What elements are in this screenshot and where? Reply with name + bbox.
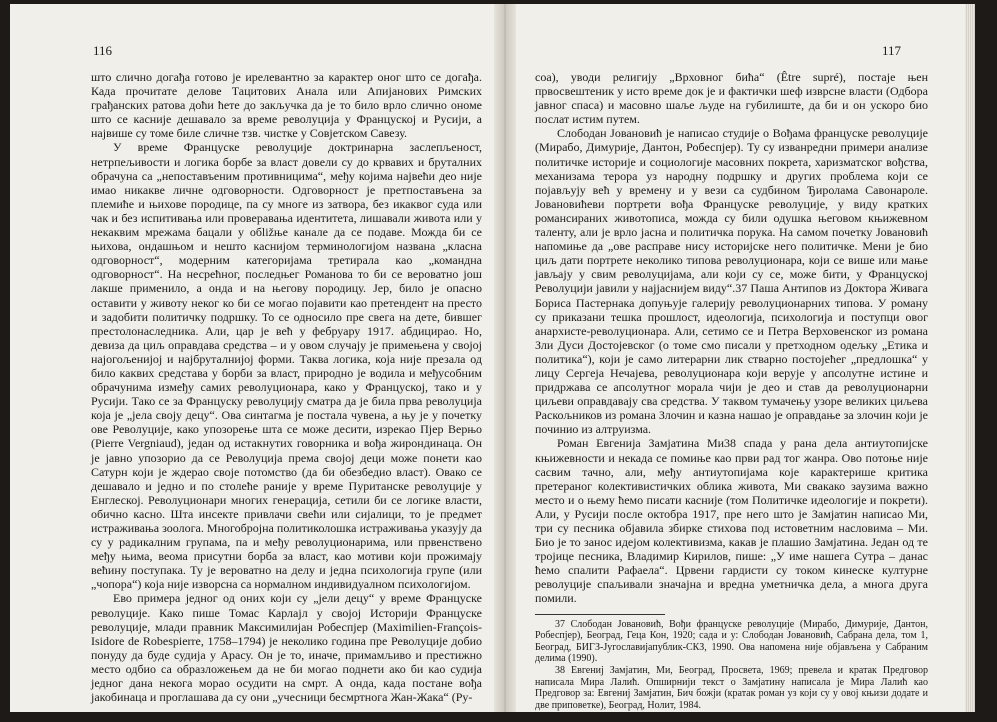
paragraph: што слично догађа готово је ирелевантно за карактер оног што се догађа. Када прочитате делове Тацитових Анала или Апијанових Римских грађанских ратова доћи ћете до закључка да је то било врло слично ономе што се касније дешавало за време револуција у Француској и Русији, а највише су томе биле сличне тзв. чистке у Совјетском Савезу.: [91, 70, 482, 141]
page-edges: [965, 4, 975, 712]
right-page: [516, 4, 965, 712]
body-text: [91, 70, 482, 704]
book-spread: [10, 4, 975, 712]
book-gutter: [494, 4, 516, 712]
body-text: [535, 70, 928, 711]
page-number: 116: [93, 43, 113, 58]
left-page: [10, 4, 494, 712]
footnotes: [535, 619, 928, 712]
paragraph: соа), уводи религију „Врховног бића“ (Être supré), постаје њен првосвештеник у исто време док је и фактички шеф изврсне власти (Одбора јавног спаса) и масовно шаље људе на губилиште, да би и он ускоро био послат истим путем.: [535, 70, 928, 127]
paragraph: У време Француске револуције доктринарна заслепљеност, нетрпељивости и логика борбе за власт довели су до крвавих и бруталних обрачуна са „непоставъеним противницима“, међу којима највећи део није имао никакве личне одговорности. Одговорност је претпоставъена за племиће и њихове породице, па су многе из затвора, без икаквог суда или чак и без испитивања или проверавања идентитета, лишавали живота или у некаквим мрежама бацали у обližње канале да се подаве. Можда би се њихова, ондашњом и нешто каснијом терминологијом названа „класна одговорност“, модерним категоријама третирала као „командна одговорност“. На несрећног, последњег Романова то би се вероватно још лакше применило, а онда и на његову породицу. Јер, било је опасно оставити у животу неког ко би се могао појавити као претендент на престо и задобити политичку подршку. То се односило пре свега на дете, бившег престолонаследника. Али, цар је већ у фебруару 1917. абдицирао. Но, девиза да циљ оправдава средства – и у овом случају је примењена у својој најогољенијој и најбруталнијој форми. Таква логика, која није презала од било каквих средстава у борби за власт, природно је водила и међусобним обрачунима између самих револуционара, како у Француској, тако и у Русији. Тако се за Француску револуцију сматра да је била прва револуција која је „јела своју децу“. Ова синтагма је постала чувена, а њу је у почетку ове Револуције, како упозорење шта се може десити, изрекао Пјер Верњо (Pierre Vergniaud), један од истакнутих говорника и вођа жирондинаца. Он је јавно упозорио да се Револуција према својој деци може понети као Сатурн који је ждерао своје потомство (да би обезбедио власт). Овако се дешавало и једно и по столеће раније у време Пуританске револуције у Енглеској. Револуционари многих генерација, сетили би се логике власти, обично касно. Шта инсекте привлачи свећи или сијалици, то је предмет истраживања зоолога. Многобројна политиколошка истраживања указују да су у радикалним групама, па и међу револуционарима, или првенствено међу њима, веома присутни борба за власт, као мотиви који прожимају већину поступака. Ту је вероватно на делу и једна психологија групе (или „чопора“) која није изворсна са нормалном индивидуалном психологијом.: [91, 140, 482, 592]
paragraph: Роман Евгенија Замјатина Ми38 спада у рана дела антиутопијске књижевности и некада се помиње као први рад тог жанра. Ово потоње није сасвим тачно, али, међу антиутопијама које карактерише критика претераног колективистичких облика живота, Ми свакако заузима важно место и о њему ћемо писати касније (том Политичке идеологије и покрети). Али, у Русији после октобра 1917, пре него што је Замјатин написао Ми, три су песника објавила збирке стихова под истоветним насловима – Ми. Био је то занос идејом колективизма, какав је плашио Замјатина. Један од те тројице песника, Владимир Кирилов, пише: „У име нашега Сутра – данас ћемо спалити Рафаела“. Црвени гардисти су током кинеске културне револуције спаљивали значајна и вредна уметничка дела, а многа друга помили.: [535, 436, 928, 606]
paragraph: Слободан Јовановић је написао студије о Вођама француске револуције (Мирабо, Димурије, Дантон, Робеспјер). Ту су изванредни примери анализе политичке историје и социологије масовних покрета, харизматског вођства, механизама терора уз народну подршку и других проблема који се појављују већ у времену и у вези са судбином Ђиролама Савонароле. Јовановићеви портрети вођа Француске револуције, у виду кратких романсираних животописа, можда су били одушка његовом књижевном таленту, али је врло јасна и политичка порука. На самом почетку Јовановић напомиње да „ове расправе нису историјске него политичке. Мени је био циљ дати портрете неколико типова револуционара, који се више или мање јављају у свим револуцијама, али који су се, може бити, у Француској Револуцији јавили у најјаснијем виду“.37 Паша Антипов из Доктора Живага Бориса Пастернака допуњује галерију револуционарних типова. У роману су приказани тешка прошлост, идеологија, психологија и поступци овог анархисте-револуционара. Али, сетимо се и Петра Верховенског из романа Зли Дуси Достојевског (о томе смо писали у претходном одељку „Етика и политика“), који је само литерарни лик стварно постојећег „предлошка“ у лицу Сергеја Нечајева, револуционара који верује у апсолутне истине и придржава се апсолутног морала чији је део и став да револуционарни циљеви оправдавају сва средства. У таквом тумачењу узоре великих циљева Раскољников из романа Злочин и казна нашао је оправдање за злочин који је починио из алтруизма.: [535, 126, 928, 437]
footnote: 38 Евгениј Замјатин, Ми, Београд, Просвета, 1969; превела и кратак Предговор написала Мира Лалић. Опширнији текст о Замјатину написала је Мира Лалић као Предговор за: Евгениј Замјатин, Бич божји (кратак роман уз који су у овој књизи додате и две приповетке), Београд, Нолит, 1984.: [535, 664, 928, 711]
paragraph: Ево примера једног од оних који су „јели децу“ у време Француске револуције. Како пише Томас Карлајл у својој Историји Француске револуције, млади правник Максимилијан Робеспјер (Maximilien-François-Isidore de Robespierre, 1758–1794) је неколико година пре Револуције добио понуду да буде судија у Арасу. Он је то, иначе, примамљиво и престижно место одбио са образложењем да не би могао поднети ако би као судија једног дана некога морао осудити на смрт. А онда, када постане вођа јакобинаца и проглашава да су они „учесници бесмртнога Жан-Жака“ (Ру-: [91, 591, 482, 705]
footnote-separator: [535, 614, 665, 615]
page-number: 117: [882, 43, 902, 58]
footnote: 37 Слободан Јовановић, Вођи француске револуције (Мирабо, Димурије, Дантон, Робеспјер), Београд, Геца Кон, 1920; сада и у: Слободан Јовановић, Сабрана дела, том 1, Београд, БИГЗ-Југославијапублик-СКЗ, 1990. Ова напомена није објављена у Сабраним делима (1990).: [535, 618, 928, 665]
